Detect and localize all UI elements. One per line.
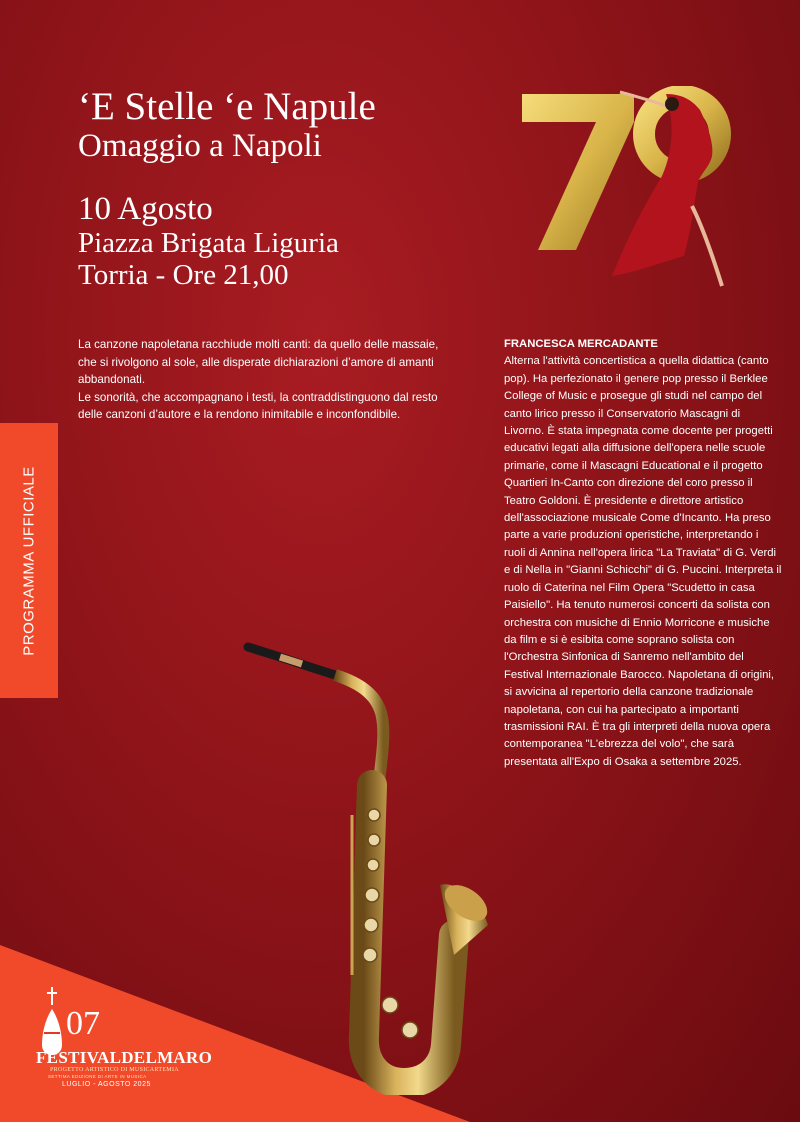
logo-subtitle: PROGETTO ARTISTICO DI MUSICARTEMIA	[50, 1067, 179, 1073]
logo-festival-name: FESTIVALDELMARO	[36, 1048, 213, 1067]
artist-bio-text: Alterna l'attività concertistica a quella didattica (canto pop). Ha perfezionato il genere pop presso il Berklee College of Music e prosegue gli studi nel campo del canto lirico presso il Conservatorio Mascagni di Livorno. È stata impegnata come docente per progetti educativi legati alla diffusione dell'opera nelle scuole primarie, come il Mascagni Educational e il progetto Quartieri In-Canto con direzione del coro presso il Teatro Goldoni. È presidente e direttore artistico dell'associazione musicale Come d'Incanto. Ha preso parte a varie produzioni operistiche, interpretando i ruoli di Annina nell'opera lirica "La Traviata" di G. Verdi e di Nella in "Gianni Schicchi" di G. Puccini. Interpreta il ruolo di Caterina nel Film Opera "Scudetto in casa Paisiello". Ha tenuto numerosi concerti da solista con orchestra con musiche di Ennio Morricone e musiche da film e si è esibita come soprano solista con l'Orchestra Sinfonica di Sanremo nell'ambito del Festival Internazionale Barocco. Napoletana di origini, si avvicina al repertorio della canzone tradizionale napoletana, con cui ha partecipato a importanti trasmissioni RAI. È tra gli interpreti della nuova opera contemporanea "L'ebrezza del volo", che sarà presentata all'Expo di Osaka a settembre 2025.	[504, 355, 782, 768]
logo-subtitle-2: SETTIMA EDIZIONE DI ARTE IN MUSICA	[48, 1074, 147, 1079]
intro-paragraph-1: La canzone napoletana racchiude molti canti: da quello delle massaie, che si rivolgono al sole, alle disperate dichiarazioni d’amore di amanti abbandonati.	[78, 338, 439, 386]
event-date: 10 Agosto	[78, 191, 213, 227]
logo-dates: LUGLIO - AGOSTO 2025	[62, 1081, 151, 1088]
intro-text	[78, 336, 448, 424]
event-title: ‘E Stelle ‘e Napule	[78, 85, 376, 128]
intro-paragraph-2: Le sonorità, che accompagnano i testi, la contraddistinguono dal resto delle canzoni d’autore e la rendono inimitabile e inconfondibile.	[78, 390, 438, 421]
event-subtitle: Omaggio a Napoli	[78, 128, 322, 164]
logo-edition-number: 07	[66, 1005, 100, 1042]
saxophone-image	[240, 635, 500, 1095]
event-venue: Piazza Brigata Liguria	[78, 227, 339, 259]
artist-bio	[504, 336, 782, 771]
side-tab-label: PROGRAMMA UFFICIALE	[20, 466, 38, 656]
anniversary-70-graphic	[516, 86, 746, 308]
event-place-time: Torria - Ore 21,00	[78, 259, 289, 291]
event-title-block	[78, 85, 376, 291]
artist-name: FRANCESCA MERCADANTE	[504, 338, 658, 350]
